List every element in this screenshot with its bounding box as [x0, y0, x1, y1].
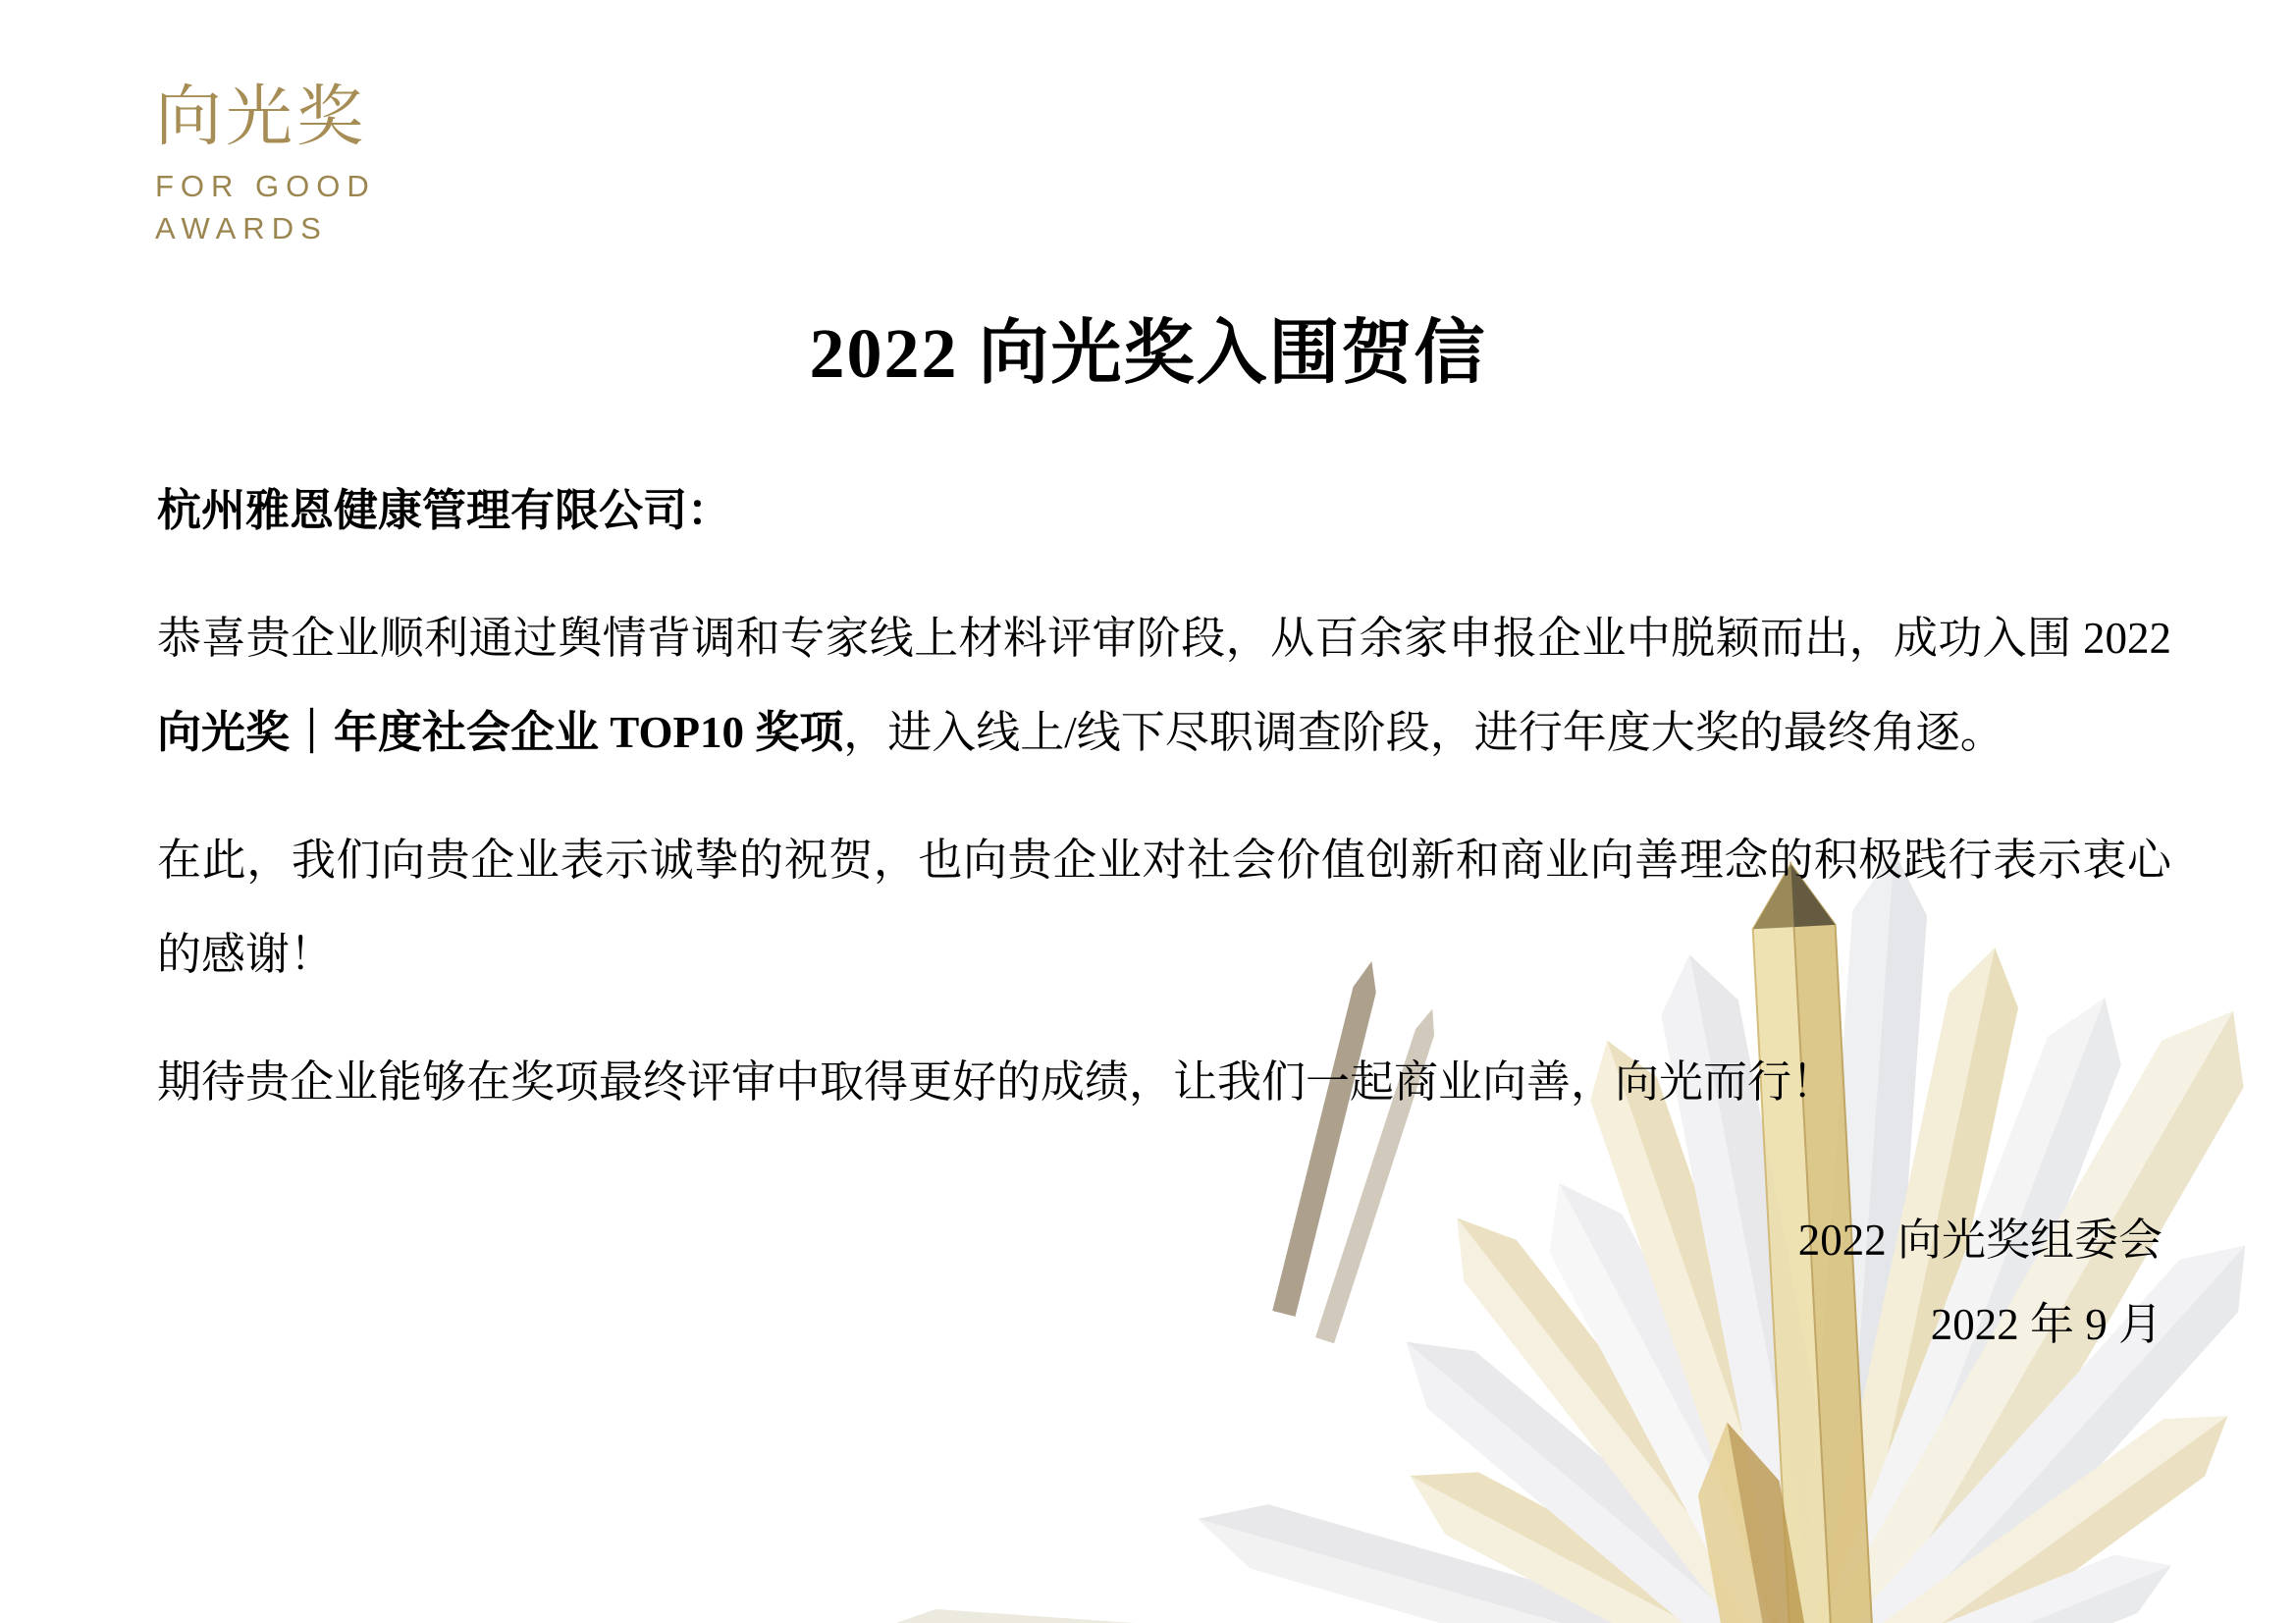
paragraph-congratulations-pre: 恭喜贵企业顺利通过舆情背调和专家线上材料评审阶段，从百余家申报企业中脱颖而出，成功入围 2022: [157, 614, 2171, 663]
letter-body: [157, 463, 2171, 1129]
paragraph-thanks: 在此，我们向贵企业表示诚挚的祝贺，也向贵企业对社会价值创新和商业向善理念的积极践行表示衷心的感谢！: [157, 836, 2171, 979]
recipient-name: 杭州雅恩健康管理有限公司：: [157, 486, 732, 535]
letter-title: 2022 向光奖入围贺信: [809, 314, 1487, 393]
signature-date: 2022 年 9 月: [1930, 1300, 2163, 1349]
logo-wordmark: 向光奖: [155, 79, 368, 156]
paragraph-congratulations: [157, 591, 2171, 780]
logo-subtitle-awards: AWARDS: [155, 211, 328, 245]
award-category-bold: 向光奖｜年度社会企业 TOP10 奖项: [157, 708, 844, 757]
for-good-awards-logo: [155, 79, 376, 245]
paragraph-wishes: 期待贵企业能够在奖项最终评审中取得更好的成绩，让我们一起商业向善，向光而行！: [157, 1057, 1837, 1107]
logo-subtitle-for-good: FOR GOOD: [155, 169, 376, 203]
signature-committee: 2022 向光奖组委会: [1797, 1216, 2163, 1265]
paragraph-congratulations-post: ，进入线上/线下尽职调查阶段，进行年度大奖的最终角逐。: [843, 708, 2004, 757]
